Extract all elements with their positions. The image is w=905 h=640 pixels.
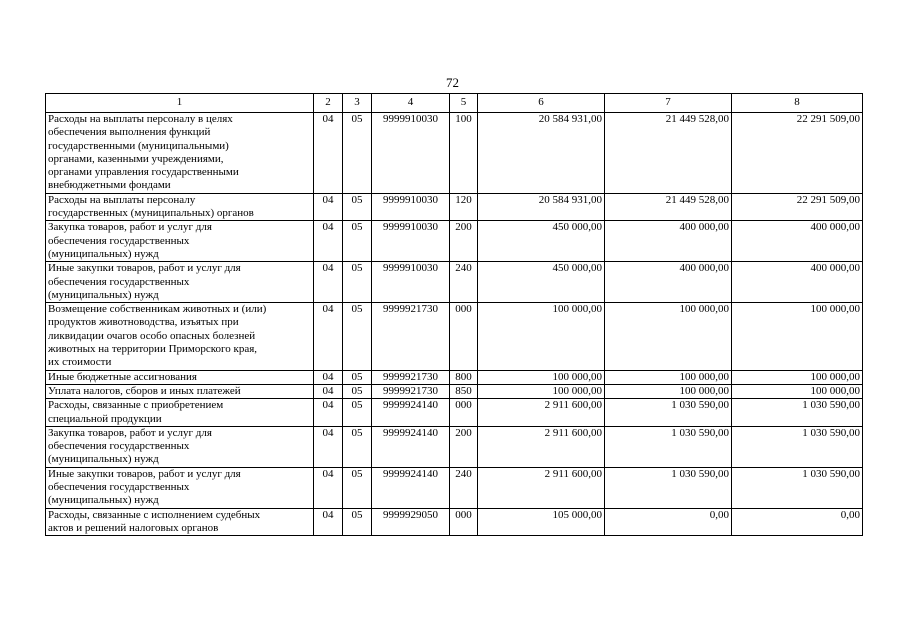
row-amount-8: 0,00 bbox=[732, 508, 863, 536]
row-amount-6: 2 911 600,00 bbox=[478, 426, 605, 467]
header-col-5: 5 bbox=[450, 94, 478, 113]
row-name: Уплата налогов, сборов и иных платежей bbox=[46, 384, 314, 398]
table-row bbox=[46, 384, 863, 398]
table-row bbox=[46, 113, 863, 194]
row-code-5: 000 bbox=[450, 303, 478, 370]
row-code-5: 800 bbox=[450, 370, 478, 384]
row-code-4: 9999921730 bbox=[372, 303, 450, 370]
row-amount-6: 2 911 600,00 bbox=[478, 399, 605, 427]
row-code-3: 05 bbox=[343, 262, 372, 303]
row-code-3: 05 bbox=[343, 426, 372, 467]
row-amount-6: 450 000,00 bbox=[478, 262, 605, 303]
row-code-4: 9999921730 bbox=[372, 370, 450, 384]
table-row bbox=[46, 303, 863, 370]
row-amount-8: 1 030 590,00 bbox=[732, 399, 863, 427]
row-amount-6: 100 000,00 bbox=[478, 303, 605, 370]
header-col-7: 7 bbox=[605, 94, 732, 113]
table-row bbox=[46, 221, 863, 262]
row-name: Закупка товаров, работ и услуг для обеспечения государственных (муниципальных) нужд bbox=[46, 221, 314, 262]
row-code-3: 05 bbox=[343, 399, 372, 427]
table-row bbox=[46, 399, 863, 427]
header-col-4: 4 bbox=[372, 94, 450, 113]
row-amount-7: 1 030 590,00 bbox=[605, 467, 732, 508]
row-name: Иные бюджетные ассигнования bbox=[46, 370, 314, 384]
row-code-2: 04 bbox=[314, 113, 343, 194]
row-amount-8: 100 000,00 bbox=[732, 303, 863, 370]
row-code-4: 9999910030 bbox=[372, 193, 450, 221]
row-amount-7: 1 030 590,00 bbox=[605, 426, 732, 467]
row-code-5: 120 bbox=[450, 193, 478, 221]
row-amount-7: 21 449 528,00 bbox=[605, 113, 732, 194]
row-code-2: 04 bbox=[314, 384, 343, 398]
row-amount-6: 100 000,00 bbox=[478, 384, 605, 398]
table-row bbox=[46, 467, 863, 508]
header-col-1: 1 bbox=[46, 94, 314, 113]
row-name: Закупка товаров, работ и услуг для обеспечения государственных (муниципальных) нужд bbox=[46, 426, 314, 467]
header-col-6: 6 bbox=[478, 94, 605, 113]
row-code-3: 05 bbox=[343, 221, 372, 262]
row-amount-8: 100 000,00 bbox=[732, 384, 863, 398]
row-amount-7: 100 000,00 bbox=[605, 303, 732, 370]
row-name: Расходы, связанные с исполнением судебных актов и решений налоговых органов bbox=[46, 508, 314, 536]
header-col-2: 2 bbox=[314, 94, 343, 113]
row-code-2: 04 bbox=[314, 262, 343, 303]
row-amount-6: 20 584 931,00 bbox=[478, 193, 605, 221]
table-row bbox=[46, 370, 863, 384]
row-code-4: 9999929050 bbox=[372, 508, 450, 536]
row-amount-7: 100 000,00 bbox=[605, 384, 732, 398]
row-code-5: 240 bbox=[450, 262, 478, 303]
row-amount-6: 2 911 600,00 bbox=[478, 467, 605, 508]
row-name: Возмещение собственникам животных и (или) продуктов животноводства, изъятых при ликвидации очагов особо опасных болезней животных на территории Приморского края, их стоимости bbox=[46, 303, 314, 370]
row-code-2: 04 bbox=[314, 193, 343, 221]
row-code-5: 200 bbox=[450, 426, 478, 467]
row-code-3: 05 bbox=[343, 370, 372, 384]
row-code-4: 9999910030 bbox=[372, 262, 450, 303]
row-amount-8: 22 291 509,00 bbox=[732, 113, 863, 194]
table-row bbox=[46, 426, 863, 467]
row-code-5: 240 bbox=[450, 467, 478, 508]
row-code-4: 9999910030 bbox=[372, 221, 450, 262]
row-code-2: 04 bbox=[314, 467, 343, 508]
row-code-3: 05 bbox=[343, 508, 372, 536]
row-amount-7: 0,00 bbox=[605, 508, 732, 536]
row-amount-8: 1 030 590,00 bbox=[732, 426, 863, 467]
row-name: Расходы, связанные с приобретением специальной продукции bbox=[46, 399, 314, 427]
row-amount-6: 105 000,00 bbox=[478, 508, 605, 536]
row-code-5: 100 bbox=[450, 113, 478, 194]
row-code-4: 9999910030 bbox=[372, 113, 450, 194]
row-amount-8: 22 291 509,00 bbox=[732, 193, 863, 221]
page-number: 72 bbox=[446, 75, 459, 90]
row-code-5: 000 bbox=[450, 508, 478, 536]
row-code-3: 05 bbox=[343, 193, 372, 221]
row-amount-8: 400 000,00 bbox=[732, 262, 863, 303]
header-row bbox=[46, 94, 863, 113]
row-amount-7: 21 449 528,00 bbox=[605, 193, 732, 221]
row-code-2: 04 bbox=[314, 370, 343, 384]
row-amount-7: 1 030 590,00 bbox=[605, 399, 732, 427]
row-code-2: 04 bbox=[314, 426, 343, 467]
row-code-4: 9999924140 bbox=[372, 426, 450, 467]
row-code-2: 04 bbox=[314, 303, 343, 370]
row-code-2: 04 bbox=[314, 221, 343, 262]
row-code-5: 200 bbox=[450, 221, 478, 262]
row-name: Иные закупки товаров, работ и услуг для обеспечения государственных (муниципальных) нужд bbox=[46, 467, 314, 508]
row-code-3: 05 bbox=[343, 303, 372, 370]
row-name: Расходы на выплаты персоналу государственных (муниципальных) органов bbox=[46, 193, 314, 221]
row-code-4: 9999924140 bbox=[372, 467, 450, 508]
row-amount-7: 400 000,00 bbox=[605, 221, 732, 262]
row-code-2: 04 bbox=[314, 399, 343, 427]
row-amount-6: 450 000,00 bbox=[478, 221, 605, 262]
row-amount-8: 1 030 590,00 bbox=[732, 467, 863, 508]
row-amount-8: 100 000,00 bbox=[732, 370, 863, 384]
row-code-3: 05 bbox=[343, 467, 372, 508]
row-amount-6: 100 000,00 bbox=[478, 370, 605, 384]
row-code-5: 850 bbox=[450, 384, 478, 398]
table-row bbox=[46, 262, 863, 303]
budget-table bbox=[45, 93, 863, 536]
row-name: Иные закупки товаров, работ и услуг для обеспечения государственных (муниципальных) нужд bbox=[46, 262, 314, 303]
row-code-4: 9999924140 bbox=[372, 399, 450, 427]
header-col-8: 8 bbox=[732, 94, 863, 113]
row-amount-8: 400 000,00 bbox=[732, 221, 863, 262]
row-code-2: 04 bbox=[314, 508, 343, 536]
row-code-3: 05 bbox=[343, 113, 372, 194]
row-code-4: 9999921730 bbox=[372, 384, 450, 398]
table-row bbox=[46, 193, 863, 221]
table-row bbox=[46, 508, 863, 536]
row-amount-6: 20 584 931,00 bbox=[478, 113, 605, 194]
row-amount-7: 400 000,00 bbox=[605, 262, 732, 303]
row-code-5: 000 bbox=[450, 399, 478, 427]
row-code-3: 05 bbox=[343, 384, 372, 398]
row-name: Расходы на выплаты персоналу в целях обеспечения выполнения функций государственными (муниципальными) органами, казенными учреждениями, органами управления государственными внебюджетными фондами bbox=[46, 113, 314, 194]
header-col-3: 3 bbox=[343, 94, 372, 113]
row-amount-7: 100 000,00 bbox=[605, 370, 732, 384]
